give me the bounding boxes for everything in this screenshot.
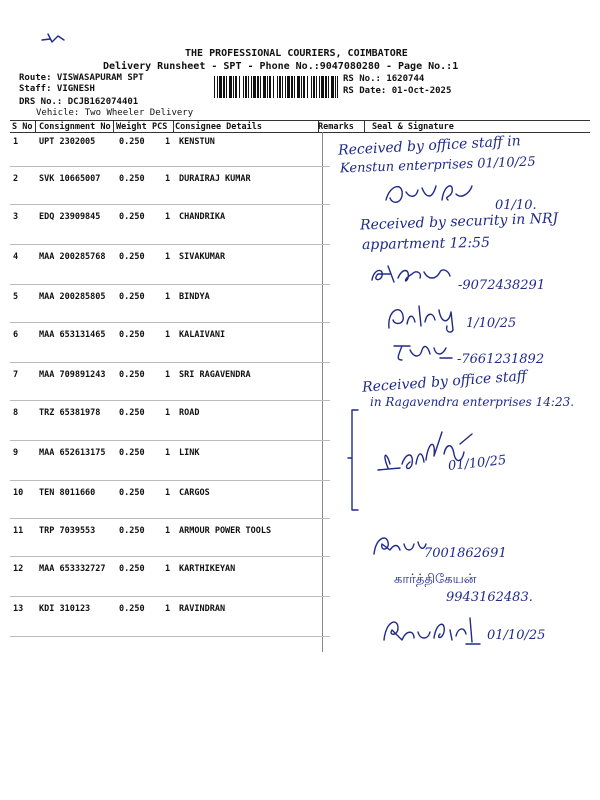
- barcode-bar: [235, 76, 237, 98]
- barcode-bar: [273, 76, 274, 98]
- barcode-bar: [269, 76, 271, 98]
- col-seal: Seal & Signature: [372, 122, 454, 132]
- barcode-bar: [219, 76, 222, 98]
- row-consignment: TEN 8011660: [39, 488, 96, 498]
- row-weight: 0.250: [119, 564, 145, 574]
- row-consignee: SIVAKUMAR: [179, 252, 226, 262]
- hw-note-row12b: 9943162483.: [446, 590, 533, 605]
- barcode-bar: [214, 76, 215, 98]
- row-consignment: MAA 653332727: [39, 564, 106, 574]
- row-weight: 0.250: [119, 212, 145, 222]
- row-consignee: ROAD: [179, 408, 200, 418]
- row-sno: 5: [13, 292, 19, 302]
- hw-note-row3b: appartment 12:55: [361, 234, 491, 254]
- barcode-bar: [307, 76, 308, 98]
- row-weight: 0.250: [119, 174, 145, 184]
- barcode-bar: [313, 76, 315, 98]
- signature-row5: [383, 300, 463, 334]
- rs-number: RS No.: 1620744: [343, 74, 425, 84]
- hw-note-row7b: in Ragavendra enterprises 14:23.: [370, 395, 575, 409]
- row-sno: 7: [13, 370, 19, 380]
- col-weight: Weight: [116, 122, 147, 132]
- signature-row9: [372, 424, 482, 484]
- row-consignment: MAA 653131465: [39, 330, 106, 340]
- barcode-bar: [291, 76, 293, 98]
- row-consignee: CHANDRIKA: [179, 212, 226, 222]
- signature-row2: [382, 178, 492, 208]
- signature-row4: [368, 262, 463, 288]
- row-sno: 10: [13, 488, 24, 498]
- barcode-bar: [223, 76, 225, 98]
- row-pcs: 1: [165, 330, 171, 340]
- row-pcs: 1: [165, 564, 171, 574]
- row-consignee: RAVINDRAN: [179, 604, 226, 614]
- row-consignment: TRP 7039553: [39, 526, 96, 536]
- hw-note-row6: -7661231892: [457, 352, 545, 367]
- row-consignee: SRI RAGAVENDRA: [179, 370, 251, 380]
- barcode-bar: [331, 76, 334, 98]
- barcode-bar: [263, 76, 266, 98]
- row-consignee: KALAIVANI: [179, 330, 226, 340]
- row-consignee: LINK: [179, 448, 200, 458]
- row-weight: 0.250: [119, 604, 145, 614]
- row-consignment: MAA 652613175: [39, 448, 106, 458]
- hw-note-row9: 01/10/25: [447, 452, 508, 475]
- row-consignment: MAA 709891243: [39, 370, 106, 380]
- col-consignee: Consignee Details: [175, 122, 262, 132]
- staff: Staff: VIGNESH: [19, 84, 95, 94]
- barcode-bar: [282, 76, 283, 98]
- row-sno: 4: [13, 252, 19, 262]
- barcode-bar: [229, 76, 232, 98]
- row-consignee: ARMOUR POWER TOOLS: [179, 526, 272, 536]
- vehicle: Vehicle: Two Wheeler Delivery: [36, 108, 194, 118]
- route: Route: VISWASAPURAM SPT: [19, 73, 144, 83]
- row-weight: 0.250: [119, 137, 145, 147]
- barcode-bar: [321, 76, 324, 98]
- row-pcs: 1: [165, 448, 171, 458]
- row-pcs: 1: [165, 488, 171, 498]
- barcode-bar: [226, 76, 227, 98]
- barcode-bar: [325, 76, 327, 98]
- row-consignment: KDI 310123: [39, 604, 91, 614]
- barcode-bar: [239, 76, 240, 98]
- row-weight: 0.250: [119, 408, 145, 418]
- bracket-rows-7-10: [344, 406, 364, 516]
- row-weight: 0.250: [119, 330, 145, 340]
- row-pcs: 1: [165, 174, 171, 184]
- row-sno: 8: [13, 408, 19, 418]
- row-consignment: TRZ 65381978: [39, 408, 101, 418]
- row-consignee: BINDYA: [179, 292, 210, 302]
- runsheet-title: Delivery Runsheet - SPT - Phone No.:9047080280 - Page No.:1: [103, 61, 459, 72]
- col-remarks: Remarks: [318, 122, 354, 132]
- barcode-bar: [277, 76, 278, 98]
- barcode-bar: [335, 76, 336, 98]
- hw-note-row1a: Received by office staff in: [337, 133, 522, 159]
- row-consignment: SVK 10665007: [39, 174, 101, 184]
- hw-note-row1b: Kenstun enterprises 01/10/25: [339, 154, 536, 177]
- row-sno: 1: [13, 137, 19, 147]
- row-consignment: EDQ 23909845: [39, 212, 101, 222]
- barcode-bar: [337, 76, 338, 98]
- hw-note-row3a: Received by security in NRJ: [359, 210, 559, 234]
- barcode-bar: [279, 76, 281, 98]
- drs-number: DRS No.: DCJB162074401: [19, 97, 139, 107]
- row-sno: 2: [13, 174, 19, 184]
- row-pcs: 1: [165, 292, 171, 302]
- hw-note-row12a: கார்த்திகேயன்: [394, 572, 477, 587]
- barcode-bar: [233, 76, 234, 98]
- barcode-bar: [287, 76, 290, 98]
- signature-row11: [370, 530, 430, 558]
- hw-note-row7a: Received by office staff: [361, 368, 528, 396]
- row-pcs: 1: [165, 604, 171, 614]
- barcode-bar: [253, 76, 256, 98]
- hw-note-row4: -9072438291: [458, 278, 546, 293]
- row-consignment: MAA 200285805: [39, 292, 106, 302]
- row-sno: 9: [13, 448, 19, 458]
- barcode-bar: [257, 76, 259, 98]
- barcode-bar: [297, 76, 300, 98]
- barcode-bar: [251, 76, 252, 98]
- company-name: THE PROFESSIONAL COURIERS, COIMBATORE: [185, 48, 408, 59]
- row-pcs: 1: [165, 212, 171, 222]
- barcode-bar: [285, 76, 286, 98]
- row-consignment: MAA 200285768: [39, 252, 106, 262]
- signature-row6: [388, 338, 458, 366]
- barcode-bar: [301, 76, 302, 98]
- hw-note-row2: 01/10.: [495, 198, 537, 213]
- row-weight: 0.250: [119, 488, 145, 498]
- barcode-bar: [294, 76, 295, 98]
- barcode-bar: [328, 76, 329, 98]
- row-consignee: KARTHIKEYAN: [179, 564, 236, 574]
- signature-row13: [380, 610, 490, 650]
- barcode-bar: [319, 76, 320, 98]
- row-pcs: 1: [165, 526, 171, 536]
- col-consignment: Consignment No: [39, 122, 111, 132]
- hw-note-row13: 01/10/25: [487, 628, 546, 643]
- row-sno: 11: [13, 526, 24, 536]
- barcode-bar: [245, 76, 247, 98]
- col-sno: S No: [12, 122, 33, 132]
- row-pcs: 1: [165, 137, 171, 147]
- barcode-bar: [248, 76, 249, 98]
- barcode-bar: [217, 76, 218, 98]
- row-consignment: UPT 2302005: [39, 137, 96, 147]
- barcode-bar: [311, 76, 312, 98]
- row-pcs: 1: [165, 252, 171, 262]
- barcode-bar: [316, 76, 317, 98]
- barcode-bar: [260, 76, 261, 98]
- row-sno: 3: [13, 212, 19, 222]
- row-sno: 12: [13, 564, 24, 574]
- row-sno: 6: [13, 330, 19, 340]
- row-sno: 13: [13, 604, 24, 614]
- col-pcs: PCS: [152, 122, 168, 132]
- row-weight: 0.250: [119, 370, 145, 380]
- row-pcs: 1: [165, 370, 171, 380]
- barcode-bar: [303, 76, 305, 98]
- row-weight: 0.250: [119, 252, 145, 262]
- corner-scribble: [40, 30, 80, 48]
- row-consignee: DURAIRAJ KUMAR: [179, 174, 251, 184]
- barcode: [214, 76, 338, 98]
- row-weight: 0.250: [119, 448, 145, 458]
- rs-date: RS Date: 01-Oct-2025: [343, 86, 452, 96]
- row-consignee: KENSTUN: [179, 137, 215, 147]
- row-weight: 0.250: [119, 526, 145, 536]
- hw-note-row5: 1/10/25: [466, 316, 517, 331]
- row-pcs: 1: [165, 408, 171, 418]
- hw-note-row11: 7001862691: [424, 546, 507, 561]
- barcode-bar: [243, 76, 244, 98]
- row-weight: 0.250: [119, 292, 145, 302]
- barcode-bar: [267, 76, 268, 98]
- row-consignee: CARGOS: [179, 488, 210, 498]
